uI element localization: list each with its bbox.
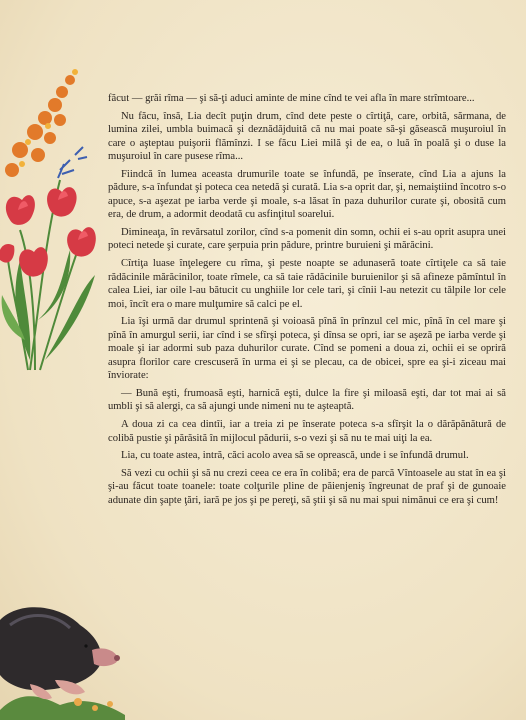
flower-bouquet-illustration <box>0 60 110 380</box>
paragraph: Cîrtiţa luase înţelegere cu rîma, şi peste noapte se adunaseră toate cîrtiţele ca să taie rădăcinile mărăcinilor, toate rîmele, ca să taie rădăcinile buruienilor şi să afineze pămîntul în calea Liei, iar oile l-au bătucit cu unghiile lor cele tari, şi cînii l-au netezit cu tălpile lor cele moi, încît era o mare mulţumire să calci pe el. <box>108 258 506 310</box>
mole-illustration <box>0 580 125 720</box>
paragraph: Lia îşi urmă dar drumul sprintenă şi voioasă pînă în prînzul cel mic, pînă în cel mare şi pînă în amurgul serii, iar cînd i se sfîrşi poteca, şi dînsa se opri, iar se aşeză pe iarba verde şi moale şi iar adormi sub paza duhurilor curate. Cînd se pomeni a doua zi, ochii ei se opriră asupra florilor care crescuseră în urma ei şi se plecau, ca de obicei, spre ea şi-i ziceau mai înviorate: <box>108 316 506 382</box>
paragraph: Nu făcu, însă, Lia decît puţin drum, cînd dete peste o cîrtiţă, care, orbită, sărmana, de lumina zilei, umbla buimacă şi deznădăjduită că nu mai poate să-şi găsească muşuroiul în care o aşteptau puişorii flămînzi. I se făcu Liei milă şi de ea, o luă în poală şi o duse la muşuroiul în care pusese rîma... <box>108 110 506 163</box>
paragraph: Fiindcă în lumea aceasta drumurile toate se înfundă, pe înserate, cînd Lia a ajuns la pădure, s-a înfundat şi poteca cea netedă şi curată. Lia s-a oprit dar, şi, nemaiştiind încotro s-o apuce, s-a aşezat pe iarba verde şi moale, s-a lăsat în paza duhurilor curate şi, obosită cum era, de drum, a adormit deodată cu asfinţitul soarelui. <box>108 168 506 221</box>
paragraph: A doua zi ca cea dintîi, iar a treia zi pe înserate poteca s-a sfîrşit la o dărăpănătură de colibă pustie şi părăsită în mijlocul pădurii, s-o vezi şi să nu te mai uiţi la ea. <box>108 419 506 444</box>
paragraph: Să vezi cu ochii şi să nu crezi ceea ce era în colibă; era de parcă Vîntoasele au stat în ea şi şi-au făcut toate toanele: toate colţurile pline de păienjeniş îngreunat de praf şi de gunoaie adunate din şapte ţări, iară pe jos şi pe pereţi, să ştii şi să nu mai spui nimănui ce era şi cum! <box>108 467 506 506</box>
story-text <box>108 92 506 507</box>
paragraph: Lia, cu toate astea, intră, căci acolo avea să se oprească, unde i se înfundă drumul. <box>121 450 469 462</box>
paragraph: făcut — grăi rîma — şi să-ţi aduci aminte de mine cînd te vei afla în mare strîmtoare... <box>108 93 475 104</box>
paragraph: — Bună eşti, frumoasă eşti, harnică eşti, dulce la fire şi miloasă eşti, dar tot mai ai să umbli şi să alergi, ca să ajungi unde nimeni nu te aşteaptă. <box>108 387 506 413</box>
paragraph: Dimineaţa, în revărsatul zorilor, cînd s-a pomenit din somn, ochii ei s-au oprit asupra unei poteci netede şi curate, care şerpuia prin pădure, printre buruieni şi mărăcini. <box>108 226 506 252</box>
